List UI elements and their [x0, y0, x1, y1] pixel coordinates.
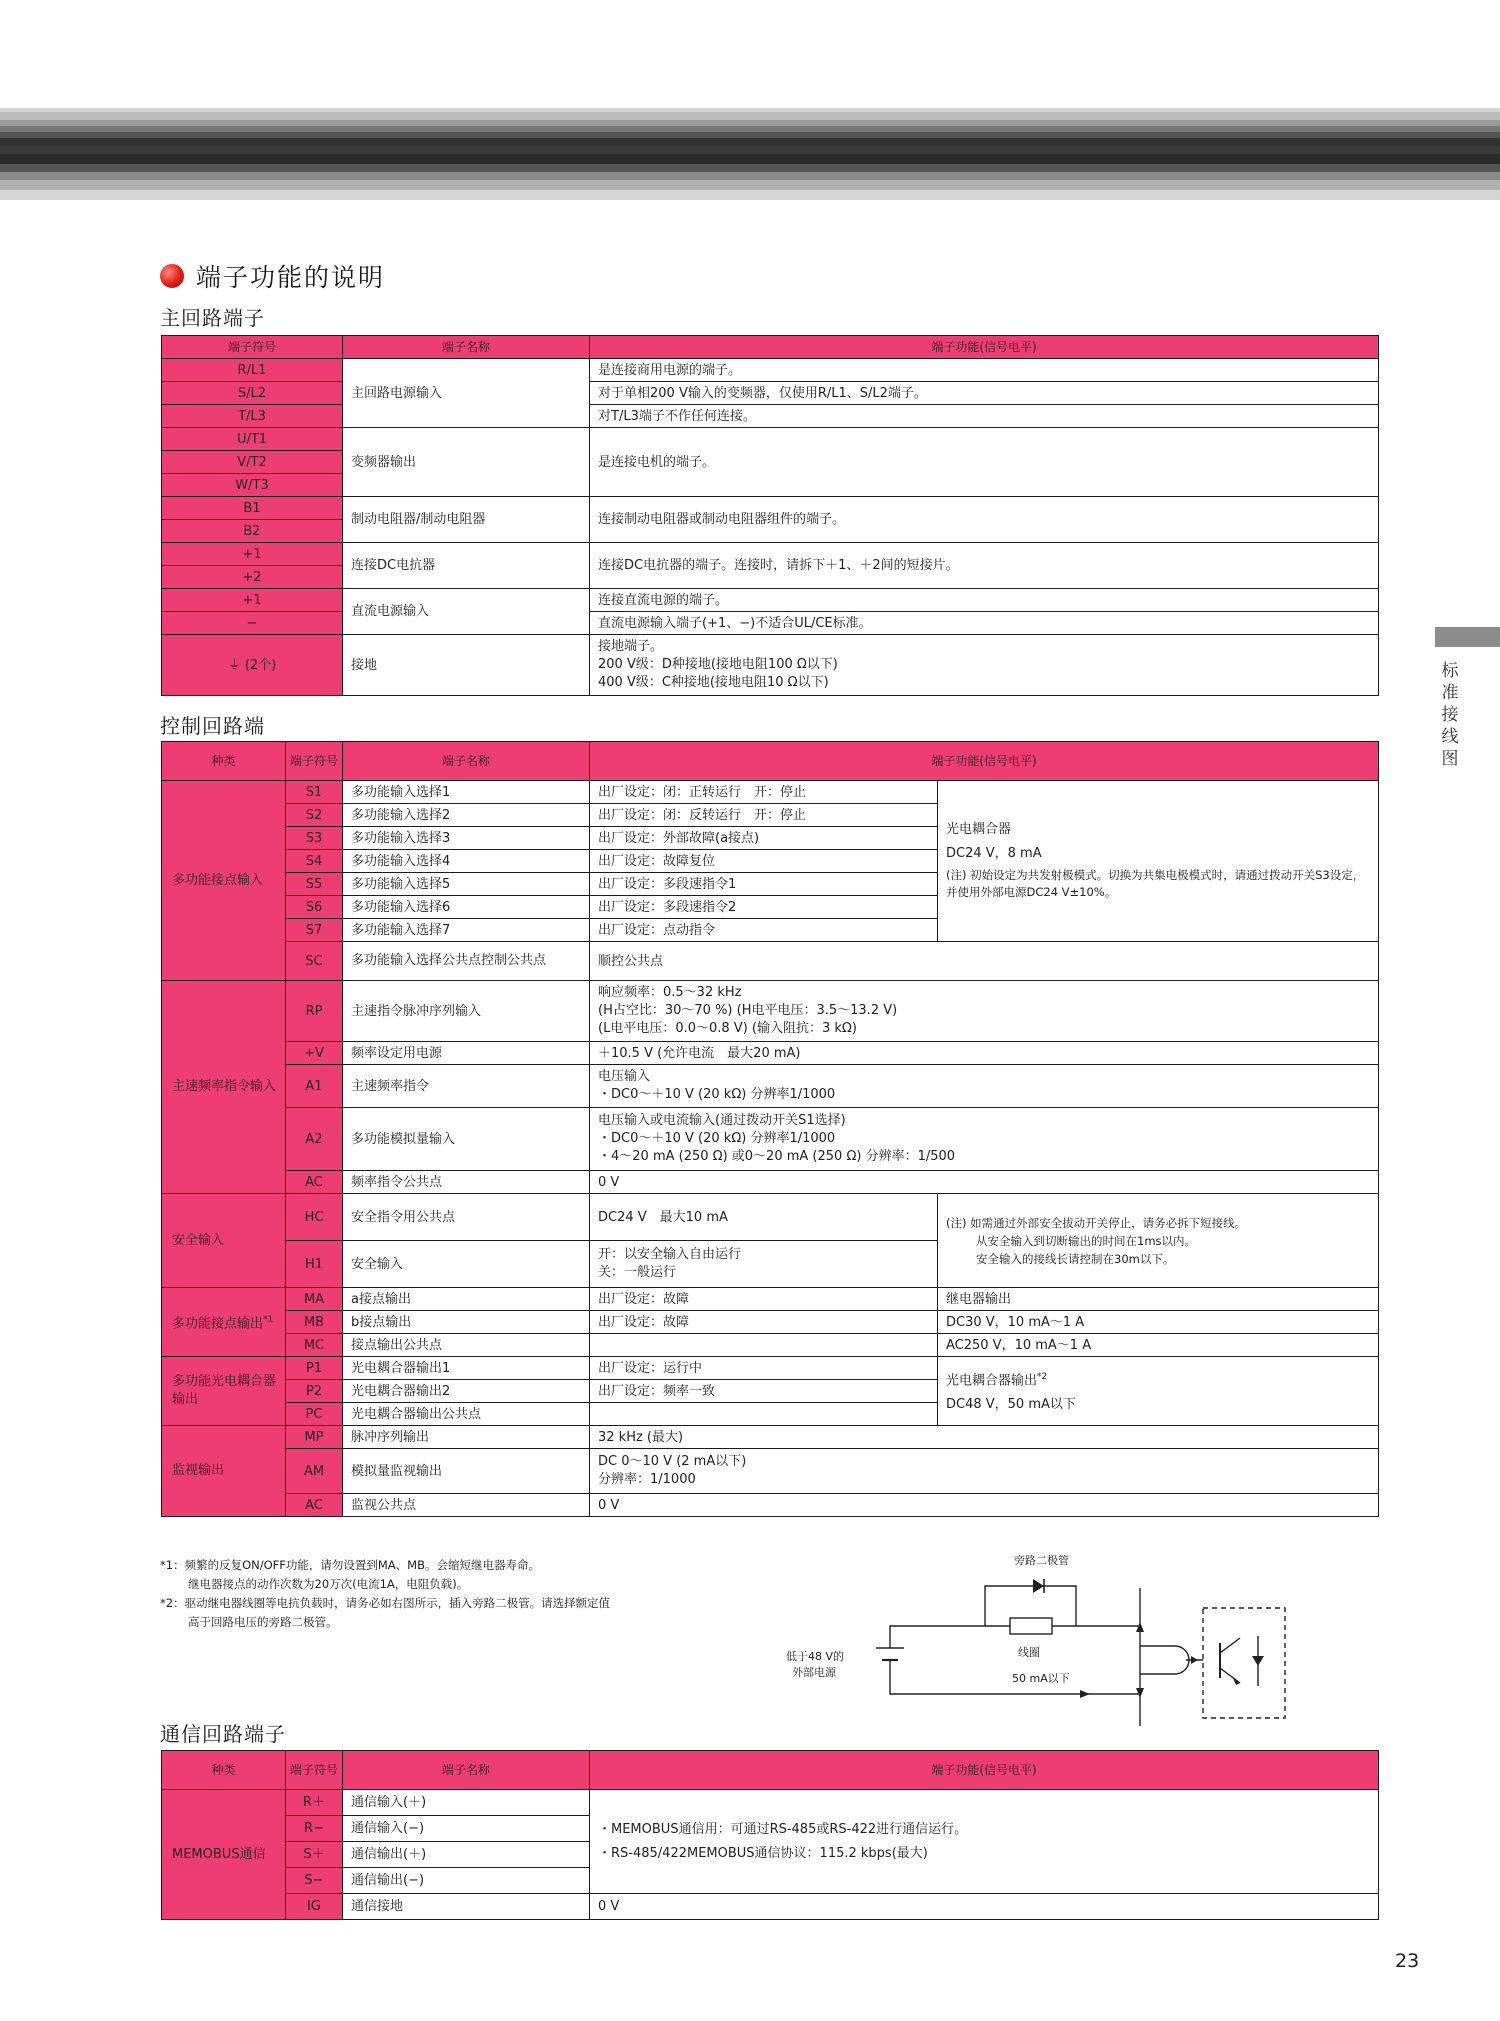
terminal-symbol: P1 — [286, 1357, 343, 1380]
terminal-name: 安全指令用公共点 — [343, 1194, 590, 1241]
terminal-name: 接地 — [343, 635, 590, 696]
terminal-function: 32 kHz (最大) — [590, 1426, 1379, 1449]
terminal-function: 出厂设定：闭：反转运行 开：停止 — [590, 804, 938, 827]
terminal-symbol: SC — [286, 942, 343, 981]
supply-label-2: 外部电源 — [792, 1666, 836, 1679]
footnote-marker: *2 — [1037, 1371, 1048, 1382]
note-line: 安全输入的接线长请控制在30m以下。 — [976, 1251, 1175, 1266]
terminal-symbol: R− — [286, 1816, 343, 1842]
table-row — [162, 942, 1379, 981]
terminal-name: 通信接地 — [343, 1894, 590, 1920]
footnote-marker: *1 — [263, 1314, 274, 1325]
terminal-name: 主速频率指令 — [343, 1065, 590, 1108]
terminal-function: 出厂设定：多段速指令1 — [590, 873, 938, 896]
header-function: 端子功能(信号电平) — [590, 336, 1379, 359]
note-line — [946, 1368, 1370, 1390]
header-band — [0, 108, 1500, 200]
terminal-symbol: S/L2 — [162, 382, 343, 405]
table-row — [162, 1311, 1379, 1334]
red-bullet-icon — [160, 264, 184, 288]
function-line: 400 V级：C种接地(接地电阻10 Ω以下) — [598, 675, 829, 690]
terminal-function: 是连接电机的端子。 — [590, 428, 1379, 497]
terminal-name: 多功能输入选择1 — [343, 781, 590, 804]
terminal-function: 出厂设定：运行中 — [590, 1357, 938, 1380]
function-line: (L电平电压：0.0～0.8 V) (输入阻抗：3 kΩ) — [598, 1021, 857, 1036]
function-line: ・4～20 mA (250 Ω) 或0～20 mA (250 Ω) 分辨率：1/500 — [598, 1149, 956, 1164]
terminal-name: 制动电阻器/制动电阻器 — [343, 497, 590, 543]
terminal-function — [590, 1065, 1379, 1108]
terminal-function — [590, 1403, 938, 1426]
terminal-symbol: +V — [286, 1042, 343, 1065]
table-row — [162, 1108, 1379, 1171]
comm-circuit-title: 通信回路端子 — [160, 1722, 286, 1746]
table-row — [162, 359, 1379, 382]
category-cell: 多功能接点输入 — [162, 781, 286, 981]
terminal-name: 通信输入(＋) — [343, 1790, 590, 1816]
terminal-name: 光电耦合器输出1 — [343, 1357, 590, 1380]
terminal-symbol: S2 — [286, 804, 343, 827]
header-symbol: 端子符号 — [286, 742, 343, 781]
table-header-row — [162, 1751, 1379, 1790]
terminal-name: 多功能输入选择5 — [343, 873, 590, 896]
terminal-note: DC30 V，10 mA～1 A — [938, 1311, 1379, 1334]
function-line: 接地端子。 — [598, 639, 664, 654]
table-row — [162, 1357, 1379, 1380]
section-title: 端子功能的说明 — [196, 263, 386, 292]
terminal-name: 通信输出(−) — [343, 1868, 590, 1894]
terminal-symbol: MP — [286, 1426, 343, 1449]
function-line: 响应频率：0.5～32 kHz — [598, 985, 742, 1000]
terminal-function: 0 V — [590, 1894, 1379, 1920]
terminal-symbol: HC — [286, 1194, 343, 1241]
table-row — [162, 497, 1379, 520]
terminal-symbol: H1 — [286, 1241, 343, 1288]
table-row — [162, 1065, 1379, 1108]
terminal-symbol: S＋ — [286, 1842, 343, 1868]
terminal-name: 光电耦合器输出公共点 — [343, 1403, 590, 1426]
table-row — [162, 543, 1379, 566]
terminal-name: 模拟量监视输出 — [343, 1449, 590, 1494]
footnote-line: 继电器接点的动作次数为20万次(电流1A，电阻负载)。 — [188, 1577, 469, 1591]
category-cell — [162, 1288, 286, 1357]
terminal-symbol: +2 — [162, 566, 343, 589]
category-cell: 安全输入 — [162, 1194, 286, 1288]
note-line: (注) 如需通过外部安全拔动开关停止，请务必拆下短接线。 — [946, 1215, 1247, 1230]
terminal-symbol: AC — [286, 1171, 343, 1194]
terminal-name: 多功能模拟量输入 — [343, 1108, 590, 1171]
terminal-name: 多功能输入选择7 — [343, 919, 590, 942]
terminal-symbol: R＋ — [286, 1790, 343, 1816]
terminal-name: 变频器输出 — [343, 428, 590, 497]
footnote-line: 高于回路电压的旁路二极管。 — [188, 1615, 338, 1629]
terminal-function: ＋10.5 V (允许电流 最大20 mA) — [590, 1042, 1379, 1065]
header-function: 端子功能(信号电平) — [590, 1751, 1379, 1790]
terminal-name: 多功能输入选择2 — [343, 804, 590, 827]
table-row — [162, 1449, 1379, 1494]
terminal-name: 主速指令脉冲序列输入 — [343, 981, 590, 1042]
header-category: 种类 — [162, 1751, 286, 1790]
coil-label: 线圈 — [1018, 1646, 1040, 1659]
note-line: DC24 V，8 mA — [946, 846, 1042, 861]
main-circuit-title: 主回路端子 — [160, 306, 265, 330]
terminal-symbol: S5 — [286, 873, 343, 896]
category-label: 多功能接点输出 — [172, 1316, 264, 1332]
terminal-symbol: A2 — [286, 1108, 343, 1171]
table-row — [162, 1426, 1379, 1449]
terminal-symbol: R/L1 — [162, 359, 343, 382]
terminal-symbol: W/T3 — [162, 474, 343, 497]
terminal-function: 出厂设定：多段速指令2 — [590, 896, 938, 919]
note-line: (注) 初始设定为共发射极模式。切换为共集电极模式时，请通过拨动开关S3设定，并使用外部电源DC24 V±10%。 — [946, 868, 1365, 899]
function-line: 电压输入或电流输入(通过拨动开关S1选择) — [598, 1113, 846, 1128]
terminal-function: 直流电源输入端子(+1、−)不适合UL/CE标准。 — [590, 612, 1379, 635]
terminal-name: 多功能输入选择3 — [343, 827, 590, 850]
function-line: ・MEMOBUS通信用：可通过RS-485或RS-422进行通信运行。 — [598, 1821, 968, 1837]
function-line: ・DC0～＋10 V (20 kΩ) 分辨率1/1000 — [598, 1131, 836, 1146]
main-circuit-table — [161, 335, 1379, 696]
terminal-name: a接点输出 — [343, 1288, 590, 1311]
terminal-note — [938, 781, 1379, 942]
table-row — [162, 1790, 1379, 1816]
terminal-name: b接点输出 — [343, 1311, 590, 1334]
terminal-function: 连接DC电抗器的端子。连接时，请拆下＋1、＋2间的短接片。 — [590, 543, 1379, 589]
terminal-name: 光电耦合器输出2 — [343, 1380, 590, 1403]
header-name: 端子名称 — [343, 1751, 590, 1790]
terminal-function: 0 V — [590, 1171, 1379, 1194]
note-text: 光电耦合器输出 — [946, 1373, 1038, 1389]
header-name: 端子名称 — [343, 742, 590, 781]
terminal-name: 安全输入 — [343, 1241, 590, 1288]
terminal-name: 脉冲序列输出 — [343, 1426, 590, 1449]
terminal-function — [590, 1108, 1379, 1171]
table-row — [162, 981, 1379, 1042]
terminal-name: 直流电源输入 — [343, 589, 590, 635]
terminal-name: 主回路电源输入 — [343, 359, 590, 428]
terminal-symbol: S1 — [286, 781, 343, 804]
note-line: 光电耦合器 — [946, 822, 1012, 837]
terminal-function: 对T/L3端子不作任何连接。 — [590, 405, 1379, 428]
terminal-symbol: V/T2 — [162, 451, 343, 474]
terminal-note: AC250 V，10 mA～1 A — [938, 1334, 1379, 1357]
function-line: DC 0～10 V (2 mA以下) — [598, 1454, 747, 1469]
terminal-note — [938, 1357, 1379, 1426]
terminal-function: DC24 V 最大10 mA — [590, 1194, 938, 1241]
function-line: 关：一般运行 — [598, 1265, 677, 1280]
table-row — [162, 1288, 1379, 1311]
function-line: 分辨率：1/1000 — [598, 1472, 696, 1487]
header-function: 端子功能(信号电平) — [590, 742, 1379, 781]
function-line: (H占空比：30～70 %) (H电平电压：3.5～13.2 V) — [598, 1003, 898, 1018]
function-line: 开：以安全输入自由运行 — [598, 1247, 742, 1262]
terminal-symbol: AM — [286, 1449, 343, 1494]
terminal-name: 频率设定用电源 — [343, 1042, 590, 1065]
terminal-symbol: IG — [286, 1894, 343, 1920]
terminal-function — [590, 981, 1379, 1042]
terminal-name: 多功能输入选择4 — [343, 850, 590, 873]
terminal-symbol: PC — [286, 1403, 343, 1426]
terminal-function: 连接制动电阻器或制动电阻器组件的端子。 — [590, 497, 1379, 543]
terminal-function: 0 V — [590, 1494, 1379, 1517]
terminal-name: 多功能输入选择6 — [343, 896, 590, 919]
terminal-function: 出厂设定：故障 — [590, 1311, 938, 1334]
table-row — [162, 1894, 1379, 1920]
terminal-symbol: MC — [286, 1334, 343, 1357]
terminal-note: 继电器输出 — [938, 1288, 1379, 1311]
terminal-function — [590, 1449, 1379, 1494]
supply-label-1: 低于48 V的 — [786, 1650, 845, 1663]
table-row — [162, 1494, 1379, 1517]
footnotes — [160, 1556, 840, 1632]
table-header-row — [162, 742, 1379, 781]
table-row — [162, 1334, 1379, 1357]
terminal-symbol: S3 — [286, 827, 343, 850]
comm-circuit-table — [161, 1750, 1379, 1920]
terminal-name: 接点输出公共点 — [343, 1334, 590, 1357]
control-circuit-title: 控制回路端 — [160, 714, 265, 738]
terminal-function: 出厂设定：故障 — [590, 1288, 938, 1311]
function-line: 电压输入 — [598, 1069, 651, 1084]
terminal-function — [590, 1790, 1379, 1894]
terminal-symbol: S4 — [286, 850, 343, 873]
terminal-function — [590, 635, 1379, 696]
section-heading — [160, 258, 385, 294]
terminal-note — [938, 1194, 1379, 1288]
table-row — [162, 1171, 1379, 1194]
terminal-symbol: AC — [286, 1494, 343, 1517]
terminal-symbol: MB — [286, 1311, 343, 1334]
terminal-symbol: S6 — [286, 896, 343, 919]
note-line: 从安全输入到切断输出的时间在1ms以内。 — [976, 1233, 1197, 1248]
footnote-line: *2：驱动继电器线圈等电抗负载时，请务必如右图所示，插入旁路二极管。请选择额定值 — [160, 1596, 611, 1610]
terminal-symbol: MA — [286, 1288, 343, 1311]
terminal-symbol: RP — [286, 981, 343, 1042]
terminal-symbol: U/T1 — [162, 428, 343, 451]
terminal-function — [590, 1241, 938, 1288]
terminal-function: 顺控公共点 — [590, 942, 1379, 981]
terminal-name: 频率指令公共点 — [343, 1171, 590, 1194]
terminal-name: 连接DC电抗器 — [343, 543, 590, 589]
header-name: 端子名称 — [343, 336, 590, 359]
table-row — [162, 781, 1379, 804]
category-cell: 多功能光电耦合器输出 — [162, 1357, 286, 1426]
function-line: ・RS-485/422MEMOBUS通信协议：115.2 kbps(最大) — [598, 1845, 928, 1861]
terminal-function: 出厂设定：故障复位 — [590, 850, 938, 873]
terminal-symbol: +1 — [162, 589, 343, 612]
bypass-diode-diagram — [780, 1548, 1300, 1738]
terminal-symbol: B1 — [162, 497, 343, 520]
current-label: 50 mA以下 — [1012, 1672, 1070, 1685]
terminal-function — [590, 1334, 938, 1357]
table-row — [162, 635, 1379, 696]
terminal-symbol: B2 — [162, 520, 343, 543]
terminal-name: 监视公共点 — [343, 1494, 590, 1517]
function-line: ・DC0～＋10 V (20 kΩ) 分辨率1/1000 — [598, 1087, 836, 1102]
table-header-row — [162, 336, 1379, 359]
category-cell: 主速频率指令输入 — [162, 981, 286, 1194]
ground-symbol: ⏚ (2个) — [162, 635, 343, 696]
header-symbol: 端子符号 — [162, 336, 343, 359]
diagram-wiring — [876, 1586, 1285, 1726]
terminal-symbol: − — [162, 612, 343, 635]
terminal-name: 通信输入(−) — [343, 1816, 590, 1842]
control-circuit-table — [161, 741, 1379, 1517]
footnote-line: *1：频繁的反复ON/OFF功能，请勿设置到MA、MB。会缩短继电器寿命。 — [160, 1558, 540, 1572]
diode-label: 旁路二极管 — [1014, 1554, 1069, 1567]
table-row — [162, 1042, 1379, 1065]
terminal-symbol: S− — [286, 1868, 343, 1894]
terminal-function: 出厂设定：外部故障(a接点) — [590, 827, 938, 850]
terminal-function: 连接直流电源的端子。 — [590, 589, 1379, 612]
function-line: 200 V级：D种接地(接地电阻100 Ω以下) — [598, 657, 838, 672]
terminal-function: 是连接商用电源的端子。 — [590, 359, 1379, 382]
terminal-symbol: P2 — [286, 1380, 343, 1403]
terminal-symbol: +1 — [162, 543, 343, 566]
table-row — [162, 1194, 1379, 1241]
terminal-symbol: A1 — [286, 1065, 343, 1108]
terminal-function: 出厂设定：频率一致 — [590, 1380, 938, 1403]
terminal-function: 出厂设定：点动指令 — [590, 919, 938, 942]
terminal-name: 多功能输入选择公共点控制公共点 — [343, 942, 590, 981]
terminal-function: 出厂设定：闭：正转运行 开：停止 — [590, 781, 938, 804]
header-category: 种类 — [162, 742, 286, 781]
category-cell: 监视输出 — [162, 1426, 286, 1517]
terminal-symbol: T/L3 — [162, 405, 343, 428]
table-row — [162, 428, 1379, 451]
table-row — [162, 589, 1379, 612]
terminal-name: 通信输出(＋) — [343, 1842, 590, 1868]
header-symbol: 端子符号 — [286, 1751, 343, 1790]
category-cell: MEMOBUS通信 — [162, 1790, 286, 1920]
side-tab — [1435, 627, 1500, 647]
note-line: DC48 V，50 mA以下 — [946, 1397, 1076, 1413]
terminal-symbol: S7 — [286, 919, 343, 942]
page-number: 23 — [1395, 1950, 1420, 1972]
terminal-function: 对于单相200 V输入的变频器，仅使用R/L1、S/L2端子。 — [590, 382, 1379, 405]
side-label: 标准接线图 — [1441, 661, 1459, 769]
